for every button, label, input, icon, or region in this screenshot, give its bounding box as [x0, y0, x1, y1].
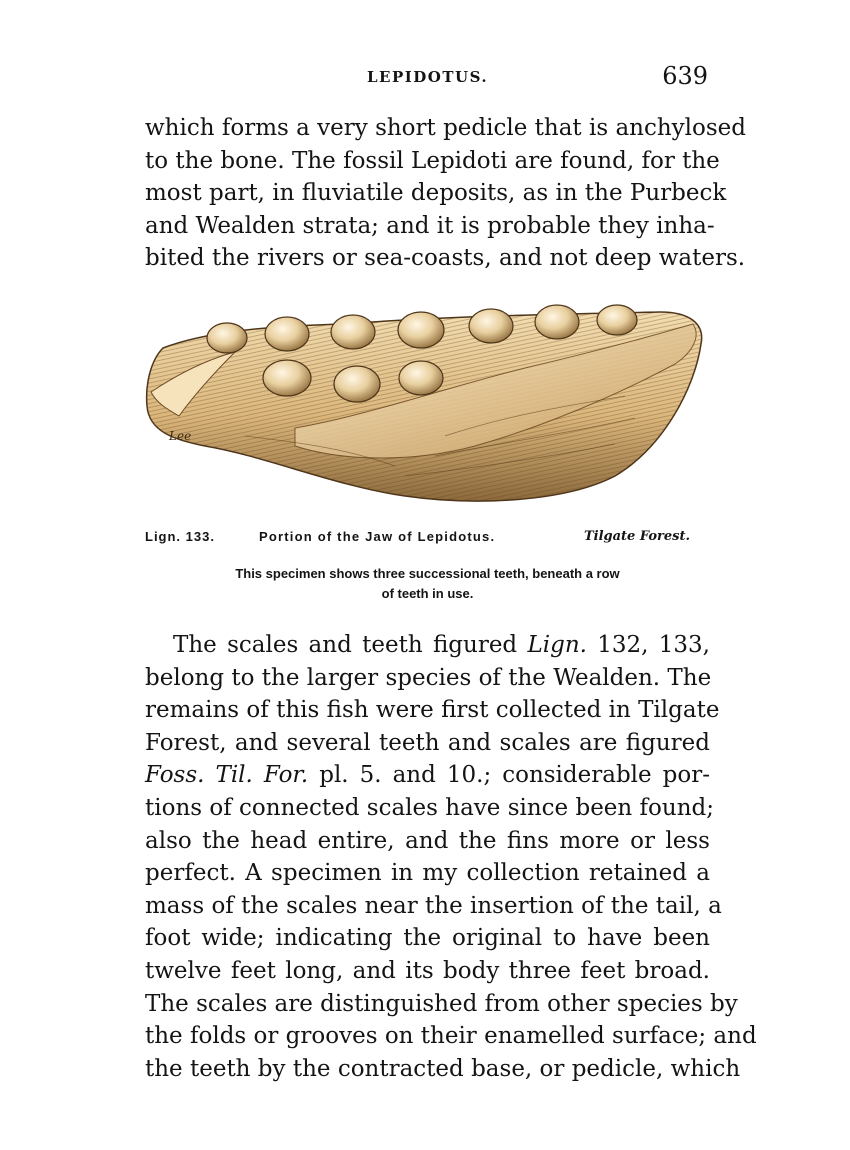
engraver-signature: Lee [169, 429, 192, 443]
text-run: pl. 5. and 10.; considerable por- [308, 762, 711, 789]
figure-description-line: This specimen shows three successional teeth, beneath a row [235, 566, 620, 581]
figure-locality: Tilgate Forest. [583, 529, 690, 544]
figure-title: Portion of the Jaw of Lepidotus. [259, 529, 496, 544]
text-run: 132, 133, [586, 632, 710, 658]
text-line: foot wide; indicating the original to have been [145, 925, 710, 952]
text-line: twelve feet long, and its body three feet broad. [145, 957, 710, 984]
text-line [145, 759, 710, 792]
running-head [145, 64, 710, 90]
text-line: the folds or grooves on their enamelled surface; and [145, 1023, 757, 1050]
text-line: to the bone. The fossil Lepidoti are found, for the [145, 147, 720, 174]
paragraph-1 [145, 112, 746, 275]
text-line: remains of this fish were first collected in Tilgate [145, 697, 720, 724]
text-line [145, 629, 710, 662]
jaw-illustration [145, 296, 710, 508]
text-run: The scales and teeth figured [173, 632, 528, 658]
paragraph-2 [145, 629, 757, 1085]
work-reference: Foss. Til. For. [145, 762, 309, 789]
jaw-engraving [145, 296, 710, 508]
page-number: 639 [662, 62, 708, 90]
text-line: perfect. A specimen in my collection retained a [145, 860, 710, 887]
text-line: most part, in fluviatile deposits, as in the Purbeck [145, 180, 727, 207]
figure-description-line: of teeth in use. [381, 586, 474, 601]
text-line: also the head entire, and the fins more or less [145, 827, 710, 854]
text-line: Forest, and several teeth and scales are figured [145, 729, 710, 756]
text-line: mass of the scales near the insertion of the tail, a [145, 892, 722, 919]
figure-description [145, 564, 710, 604]
text-line: the teeth by the contracted base, or pedicle, which [145, 1055, 741, 1082]
running-title: LEPIDOTUS. [367, 68, 489, 86]
figure-label: Lign. 133. [145, 529, 215, 544]
text-line: bited the rivers or sea-coasts, and not deep waters. [145, 245, 746, 272]
text-line: belong to the larger species of the Wealden. The [145, 664, 712, 691]
text-line: tions of connected scales have since been found; [145, 794, 715, 821]
text-line: and Wealden strata; and it is probable they inha- [145, 212, 715, 239]
text-line: which forms a very short pedicle that is anchylosed [145, 115, 746, 141]
figure-reference: Lign. [527, 632, 587, 658]
text-line: The scales are distinguished from other species by [145, 990, 738, 1017]
